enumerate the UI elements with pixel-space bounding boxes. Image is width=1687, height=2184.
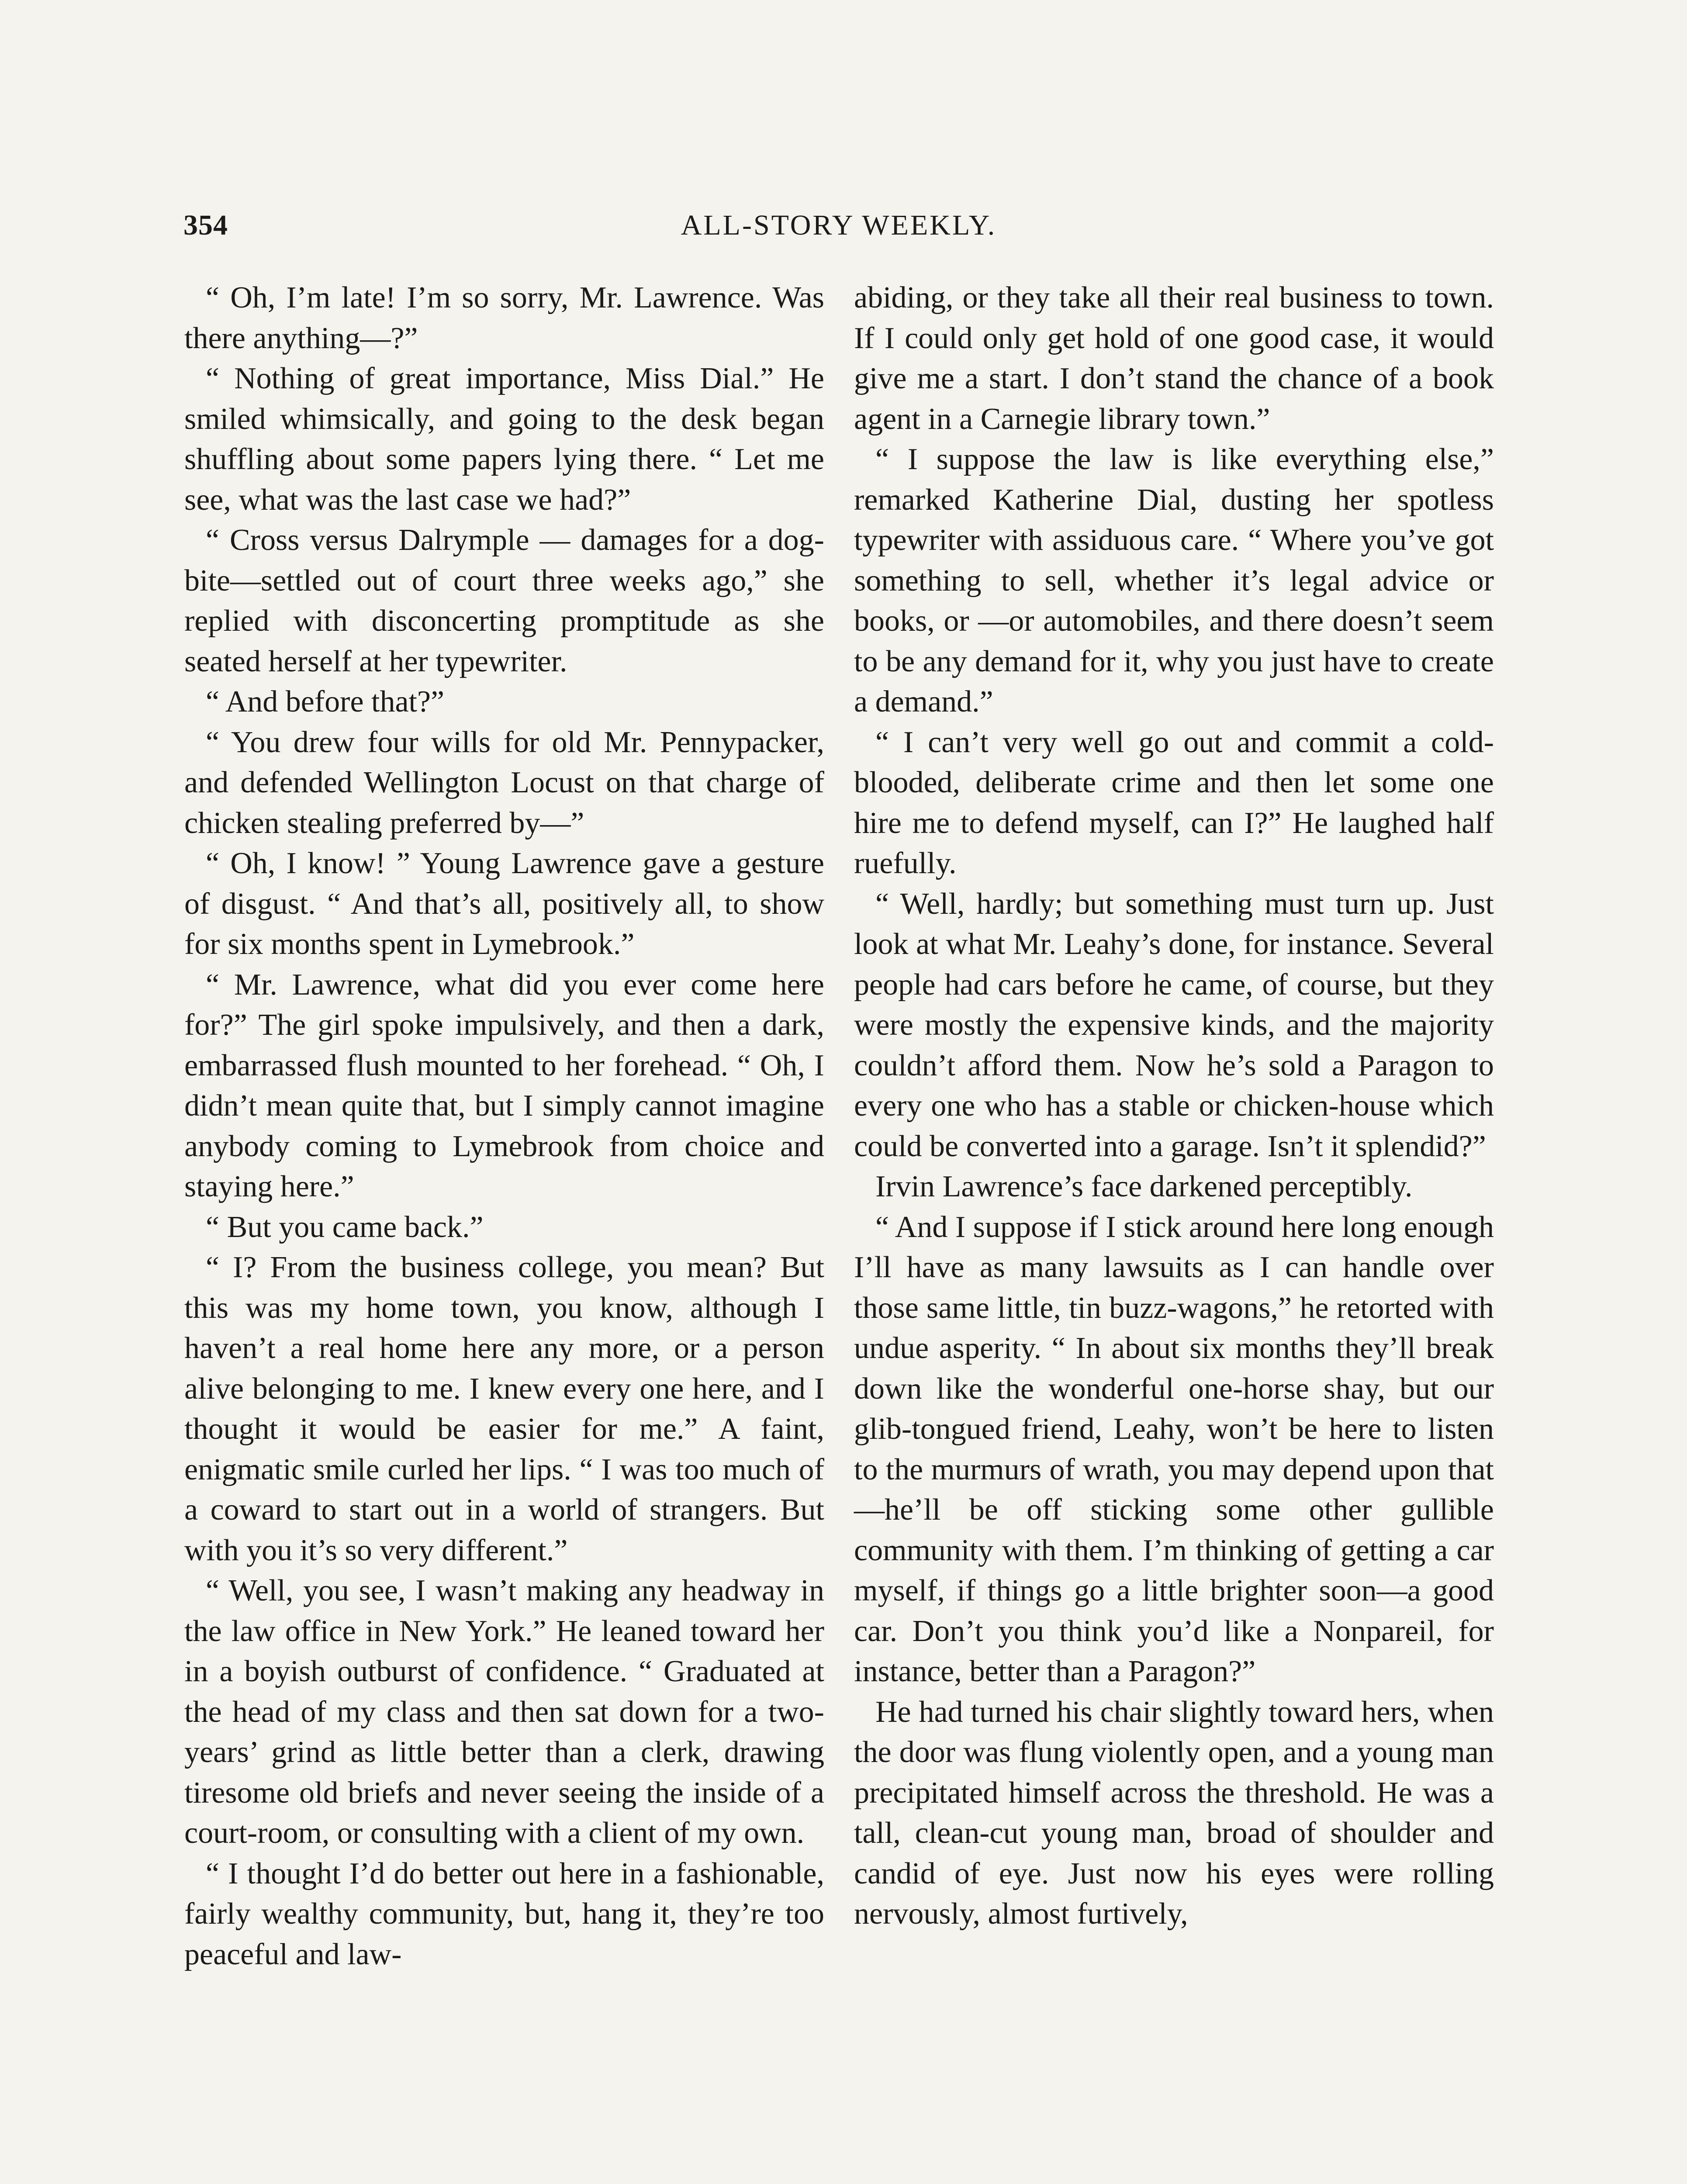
page-header — [183, 209, 1494, 248]
paragraph: “ But you came back.” — [206, 1210, 484, 1244]
paragraph: “ And before that?” — [206, 685, 445, 719]
running-title: ALL-STORY WEEKLY. — [681, 209, 997, 241]
paragraph: “ I thought I’d do better out here in a fashionable, fairly wealthy community, but, hang it, they’re too peaceful and law- — [184, 1856, 824, 1971]
paragraph: “ Well, hardly; but something must turn up. Just look at what Mr. Leahy’s done, for instance. Several people had cars before he came, of course, but they were mostly the expensive kinds, and the majority couldn’t afford them. Now he’s sold a Paragon to every one who has a stable or chicken-house which could be converted into a garage. Isn’t it splendid?” — [854, 887, 1494, 1163]
paragraph: He had turned his chair slightly toward hers, when the door was flung violently open, and a young man precipitated himself across the threshold. He was a tall, clean-cut young man, broad of shoulder and candid of eye. Just now his eyes were rolling nervously, almost furtively, — [854, 1695, 1494, 1931]
paragraph: “ Oh, I’m late! I’m so sorry, Mr. Lawrence. Was there anything—?” — [184, 281, 824, 355]
paragraph: “ And I suppose if I stick around here long enough I’ll have as many lawsuits as I can handle over those same little, tin buzz-wagons,” he retorted with undue asperity. “ In about six months they’ll break down like the wonderful one-horse shay, but our glib-tongued friend, Leahy, won’t be here to listen to the murmurs of wrath, you may depend upon that—he’ll be off sticking some other gullible community with them. I’m thinking of getting a car myself, if things go a little brighter soon—a good car. Don’t you think you’d like a Nonpareil, for instance, better than a Paragon?” — [854, 1210, 1494, 1688]
paragraph-continuation: abiding, or they take all their real business to town. If I could only get hold of one good case, it would give me a start. I don’t stand the chance of a book agent in a Carnegie library town.” — [854, 281, 1494, 436]
page-number: 354 — [183, 209, 228, 241]
paragraph: “ I suppose the law is like everything else,” remarked Katherine Dial, dusting her spotless typewriter with assiduous care. “ Where you’ve got something to sell, whether it’s legal advice or books, or —or automobiles, and there doesn’t seem to be any demand for it, why you just have to create a demand.” — [854, 442, 1494, 719]
paragraph: “ Nothing of great importance, Miss Dial.” He smiled whimsically, and going to the desk began shuffling about some papers lying there. “ Let me see, what was the last case we had?” — [184, 362, 824, 517]
paragraph: “ Mr. Lawrence, what did you ever come here for?” The girl spoke impulsively, and then a dark, embarrassed flush mounted to her forehead. “ Oh, I didn’t mean quite that, but I simply cannot imagine anybody coming to Lymebrook from choice and staying here.” — [184, 968, 824, 1203]
paragraph: “ You drew four wills for old Mr. Pennypacker, and defended Wellington Locust on that charge of chicken stealing preferred by—” — [184, 725, 824, 840]
paragraph: “ I can’t very well go out and commit a cold-blooded, deliberate crime and then let some one hire me to defend myself, can I?” He laughed half ruefully. — [854, 725, 1494, 880]
paragraph: “ I? From the business college, you mean? But this was my home town, you know, although I haven’t a real home here any more, or a person alive belonging to me. I knew every one here, and I thought it would be easier for me.” A faint, enigmatic smile curled her lips. “ I was too much of a coward to start out in a world of strangers. But with you it’s so very different.” — [184, 1251, 824, 1567]
paragraph: Irvin Lawrence’s face darkened perceptibly. — [875, 1170, 1413, 1203]
paragraph: “ Well, you see, I wasn’t making any headway in the law office in New York.” He leaned toward her in a boyish outburst of confidence. “ Graduated at the head of my class and then sat down for a two-years’ grind as little better than a clerk, drawing tiresome old briefs and never seeing the inside of a court-room, or consulting with a client of my own. — [184, 1574, 824, 1850]
paragraph: “ Cross versus Dalrymple — damages for a dog-bite—settled out of court three weeks ago,” she replied with disconcerting promptitude as she seated herself at her typewriter. — [184, 523, 824, 678]
left-column — [184, 278, 824, 1975]
paragraph: “ Oh, I know! ” Young Lawrence gave a gesture of disgust. “ And that’s all, positively all, to show for six months spent in Lymebrook.” — [184, 847, 824, 961]
right-column — [854, 278, 1494, 1935]
